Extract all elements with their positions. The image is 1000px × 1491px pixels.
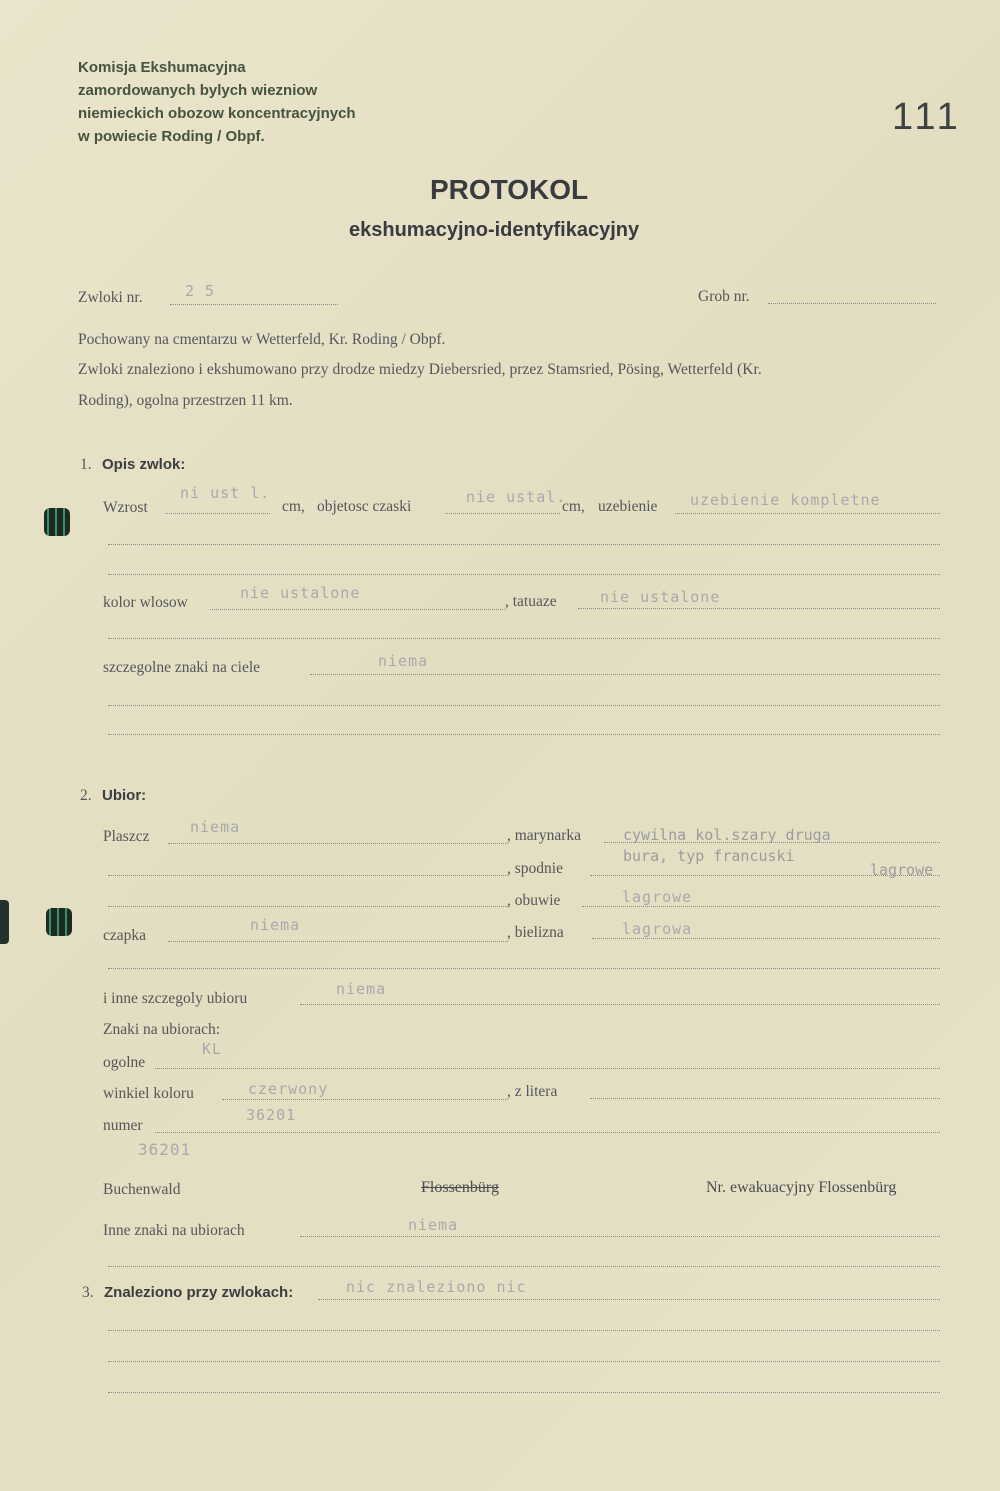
section3-value: nic znaleziono nic xyxy=(346,1278,527,1296)
section2-number: 2. xyxy=(80,787,92,804)
plaszcz-label: Plaszcz xyxy=(103,828,150,845)
obuwie-label: , obuwie xyxy=(507,892,561,909)
numer-value-2: 36201 xyxy=(138,1140,192,1159)
section3-number: 3. xyxy=(82,1284,94,1301)
numer-value: 36201 xyxy=(246,1106,297,1124)
zwloki-label: Zwloki nr. xyxy=(78,289,143,306)
wzrost-value: ni ust l. xyxy=(180,484,271,502)
flossenburg-stamp: Flossenbürg xyxy=(421,1179,499,1196)
tatuaze-value: nie ustalone xyxy=(600,588,721,606)
kolor-wlosow-value: nie ustalone xyxy=(240,584,361,602)
document-subtitle: ekshumacyjno-identyfikacyjny xyxy=(349,219,640,241)
org-line-1: Komisja Ekshumacyjna xyxy=(78,59,246,76)
marynarka-value: cywilna kol.szary druga xyxy=(623,826,831,844)
punch-hole-icon xyxy=(46,908,72,936)
document-title: PROTOKOL xyxy=(430,174,589,205)
spodnie-label: , spodnie xyxy=(507,860,563,877)
found-text-1: Zwloki znaleziono i ekshumowano przy drodze miedzy Diebersried, przez Stamsried, Pösing, Wetterfeld (Kr. xyxy=(78,361,762,378)
nr-ewakuacyjny-label: Nr. ewakuacyjny Flossenbürg xyxy=(706,1179,897,1196)
marynarka-value-2: bura, typ francuski xyxy=(623,847,795,865)
org-line-4: w powiecie Roding / Obpf. xyxy=(78,128,265,145)
bielizna-value: lagrowa xyxy=(622,920,693,938)
znaki-ubiorach-label: Znaki na ubiorach: xyxy=(103,1021,221,1038)
section1-number: 1. xyxy=(80,456,92,473)
org-line-2: zamordowanych bylych wiezniow xyxy=(78,82,318,99)
znaki-ciele-value: niema xyxy=(378,652,429,670)
edge-mark xyxy=(0,900,9,944)
plaszcz-value: niema xyxy=(190,818,241,836)
wzrost-label: Wzrost xyxy=(103,499,148,516)
found-text-2: Roding), ogolna przestrzen 11 km. xyxy=(78,392,293,409)
section2-heading: Ubior: xyxy=(102,787,147,804)
bielizna-label: , bielizna xyxy=(507,924,564,941)
org-line-3: niemieckich obozow koncentracyjnych xyxy=(78,105,356,122)
kolor-wlosow-label: kolor wlosow xyxy=(103,594,188,611)
uzebienie-label: uzebienie xyxy=(598,498,658,515)
uzebienie-value: uzebienie kompletne xyxy=(690,491,881,509)
objetosc-value: nie ustal. xyxy=(466,488,567,506)
objetosc-label: objetosc czaski xyxy=(317,498,412,515)
tatuaze-label: , tatuaze xyxy=(505,593,557,610)
inne-szczegoly-value: niema xyxy=(336,980,387,998)
spodnie-value: lagrowe xyxy=(870,861,934,879)
winkiel-value: czerwony xyxy=(248,1080,329,1098)
ogolne-label: ogolne xyxy=(103,1054,146,1071)
page-number: 111 xyxy=(892,96,962,138)
section3-heading: Znaleziono przy zwlokach: xyxy=(104,1284,294,1301)
grob-label: Grob nr. xyxy=(698,288,750,305)
obuwie-value: lagrowe xyxy=(622,888,693,906)
numer-label: numer xyxy=(103,1117,143,1134)
cm2-label: cm, xyxy=(562,498,585,515)
buchenwald-label: Buchenwald xyxy=(103,1181,181,1198)
inne-znaki-label: Inne znaki na ubiorach xyxy=(103,1222,245,1239)
czapka-value: niema xyxy=(250,916,301,934)
ogolne-value: KL xyxy=(202,1040,223,1058)
winkiel-label: winkiel koloru xyxy=(103,1085,194,1102)
litera-label: , z litera xyxy=(507,1083,558,1100)
marynarka-label: , marynarka xyxy=(507,827,582,844)
punch-hole-icon xyxy=(44,508,70,536)
inne-znaki-value: niema xyxy=(408,1216,459,1234)
buried-text: Pochowany na cmentarzu w Wetterfeld, Kr. Roding / Obpf. xyxy=(78,331,446,348)
znaki-ciele-label: szczegolne znaki na ciele xyxy=(103,659,261,676)
inne-szczegoly-label: i inne szczegoly ubioru xyxy=(103,990,248,1007)
cm-label: cm, xyxy=(282,498,305,515)
czapka-label: czapka xyxy=(103,927,147,944)
section1-heading: Opis zwlok: xyxy=(102,456,186,473)
zwloki-value: 2 5 xyxy=(185,282,216,300)
